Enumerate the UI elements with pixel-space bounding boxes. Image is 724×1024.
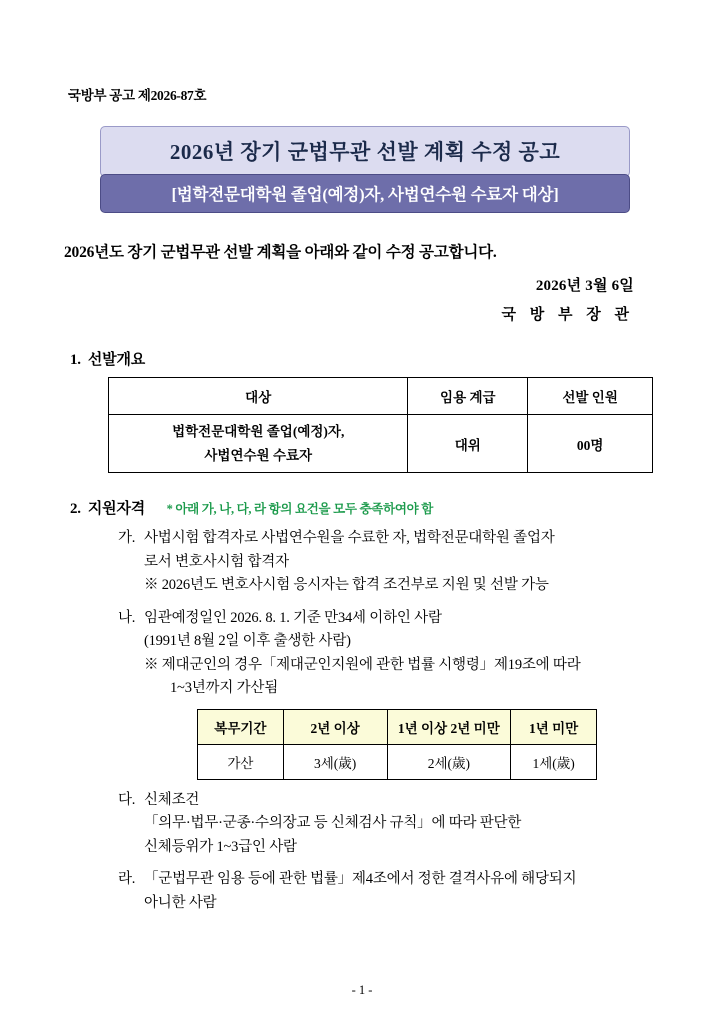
item-ga-note: ※ 2026년도 변호사시험 응시자는 합격 조건부로 지원 및 선발 가능 — [144, 577, 549, 594]
column-header-rank: 임용 계급 — [408, 378, 528, 415]
item-label-na: 나. — [118, 609, 136, 626]
page-number: - 1 - — [351, 983, 373, 997]
item-da-line1: 신체조건 — [144, 791, 200, 808]
column-header-count: 선발 인원 — [528, 378, 653, 415]
item-ra-line2: 아니한 사람 — [144, 894, 217, 911]
qualification-item-ga — [118, 527, 668, 597]
qualification-item-da — [118, 789, 668, 859]
column-header-2years-or-more: 2년 이상 — [283, 709, 387, 744]
item-na-note-line1: ※ 제대군인의 경우「제대군인지원에 관한 법률 시행령」제19조에 따라 — [144, 656, 581, 673]
section-2-note: * 아래 가, 나, 다, 라 항의 요건을 모두 충족하여야 함 — [166, 502, 433, 517]
item-label-ga: 가. — [118, 530, 136, 547]
document-subtitle: [법학전문대학원 졸업(예정)자, 사법연수원 수료자 대상] — [100, 174, 630, 213]
cell-count: 00명 — [528, 415, 653, 473]
column-header-service-period: 복무기간 — [198, 709, 284, 744]
qualification-item-ra — [118, 868, 668, 915]
cell-bonus-under1year: 1세(歲) — [511, 744, 597, 779]
item-da-line2: 「의무·법무·군종·수의장교 등 신체검사 규칙」에 따라 판단한 — [144, 815, 522, 832]
qualification-item-na — [118, 607, 668, 701]
service-period-bonus-table — [197, 709, 597, 780]
selection-overview-table — [108, 377, 653, 473]
cell-bonus-label: 가산 — [198, 744, 284, 779]
cell-bonus-1to2years: 2세(歲) — [387, 744, 511, 779]
title-block — [100, 126, 630, 213]
cell-rank: 대위 — [408, 415, 528, 473]
intro-statement: 2026년도 장기 군법무관 선발 계획을 아래와 같이 수정 공고합니다. — [64, 244, 497, 261]
column-header-under-1year: 1년 미만 — [511, 709, 597, 744]
item-da-line3: 신체등위가 1~3급인 사람 — [144, 838, 297, 855]
table-row — [198, 744, 597, 779]
section-1-number: 1. — [70, 352, 81, 368]
section-1-title: 선발개요 — [87, 352, 146, 368]
announcement-date: 2026년 3월 6일 — [535, 278, 634, 294]
item-label-ra: 라. — [118, 871, 136, 888]
cell-target-line1: 법학전문대학원 졸업(예정)자, — [172, 424, 345, 439]
cell-target-line2: 사법연수원 수료자 — [204, 447, 313, 463]
section-1-heading — [70, 348, 668, 369]
section-2-number: 2. — [70, 501, 81, 518]
item-ra-line1: 「군법무관 임용 등에 관한 법률」제4조에서 정한 결격사유에 해당되지 — [144, 871, 577, 888]
column-header-target: 대상 — [109, 378, 408, 415]
column-header-1to2years: 1년 이상 2년 미만 — [387, 709, 511, 744]
item-na-note-line2: 1~3년까지 가산됨 — [170, 680, 279, 697]
document-title: 2026년 장기 군법무관 선발 계획 수정 공고 — [100, 126, 630, 177]
document-number: 국방부 공고 제2026-87호 — [68, 88, 207, 103]
section-2-title: 지원자격 — [87, 501, 146, 518]
table-header-row — [109, 378, 653, 415]
cell-target — [109, 415, 408, 473]
table-header-row — [198, 709, 597, 744]
signer: 국 방 부 장 관 — [501, 307, 634, 323]
item-ga-line1: 사법시험 합격자로 사법연수원을 수료한 자, 법학전문대학원 졸업자 — [144, 530, 555, 547]
item-na-line1: 임관예정일인 2026. 8. 1. 기준 만34세 이하인 사람 — [144, 609, 442, 626]
cell-bonus-2years: 3세(歲) — [283, 744, 387, 779]
table-row — [109, 415, 653, 473]
item-ga-line2: 로서 변호사시험 합격자 — [144, 553, 289, 570]
item-na-line2: (1991년 8월 2일 이후 출생한 사람) — [144, 633, 351, 650]
section-2-heading — [70, 497, 668, 518]
item-label-da: 다. — [118, 791, 136, 808]
